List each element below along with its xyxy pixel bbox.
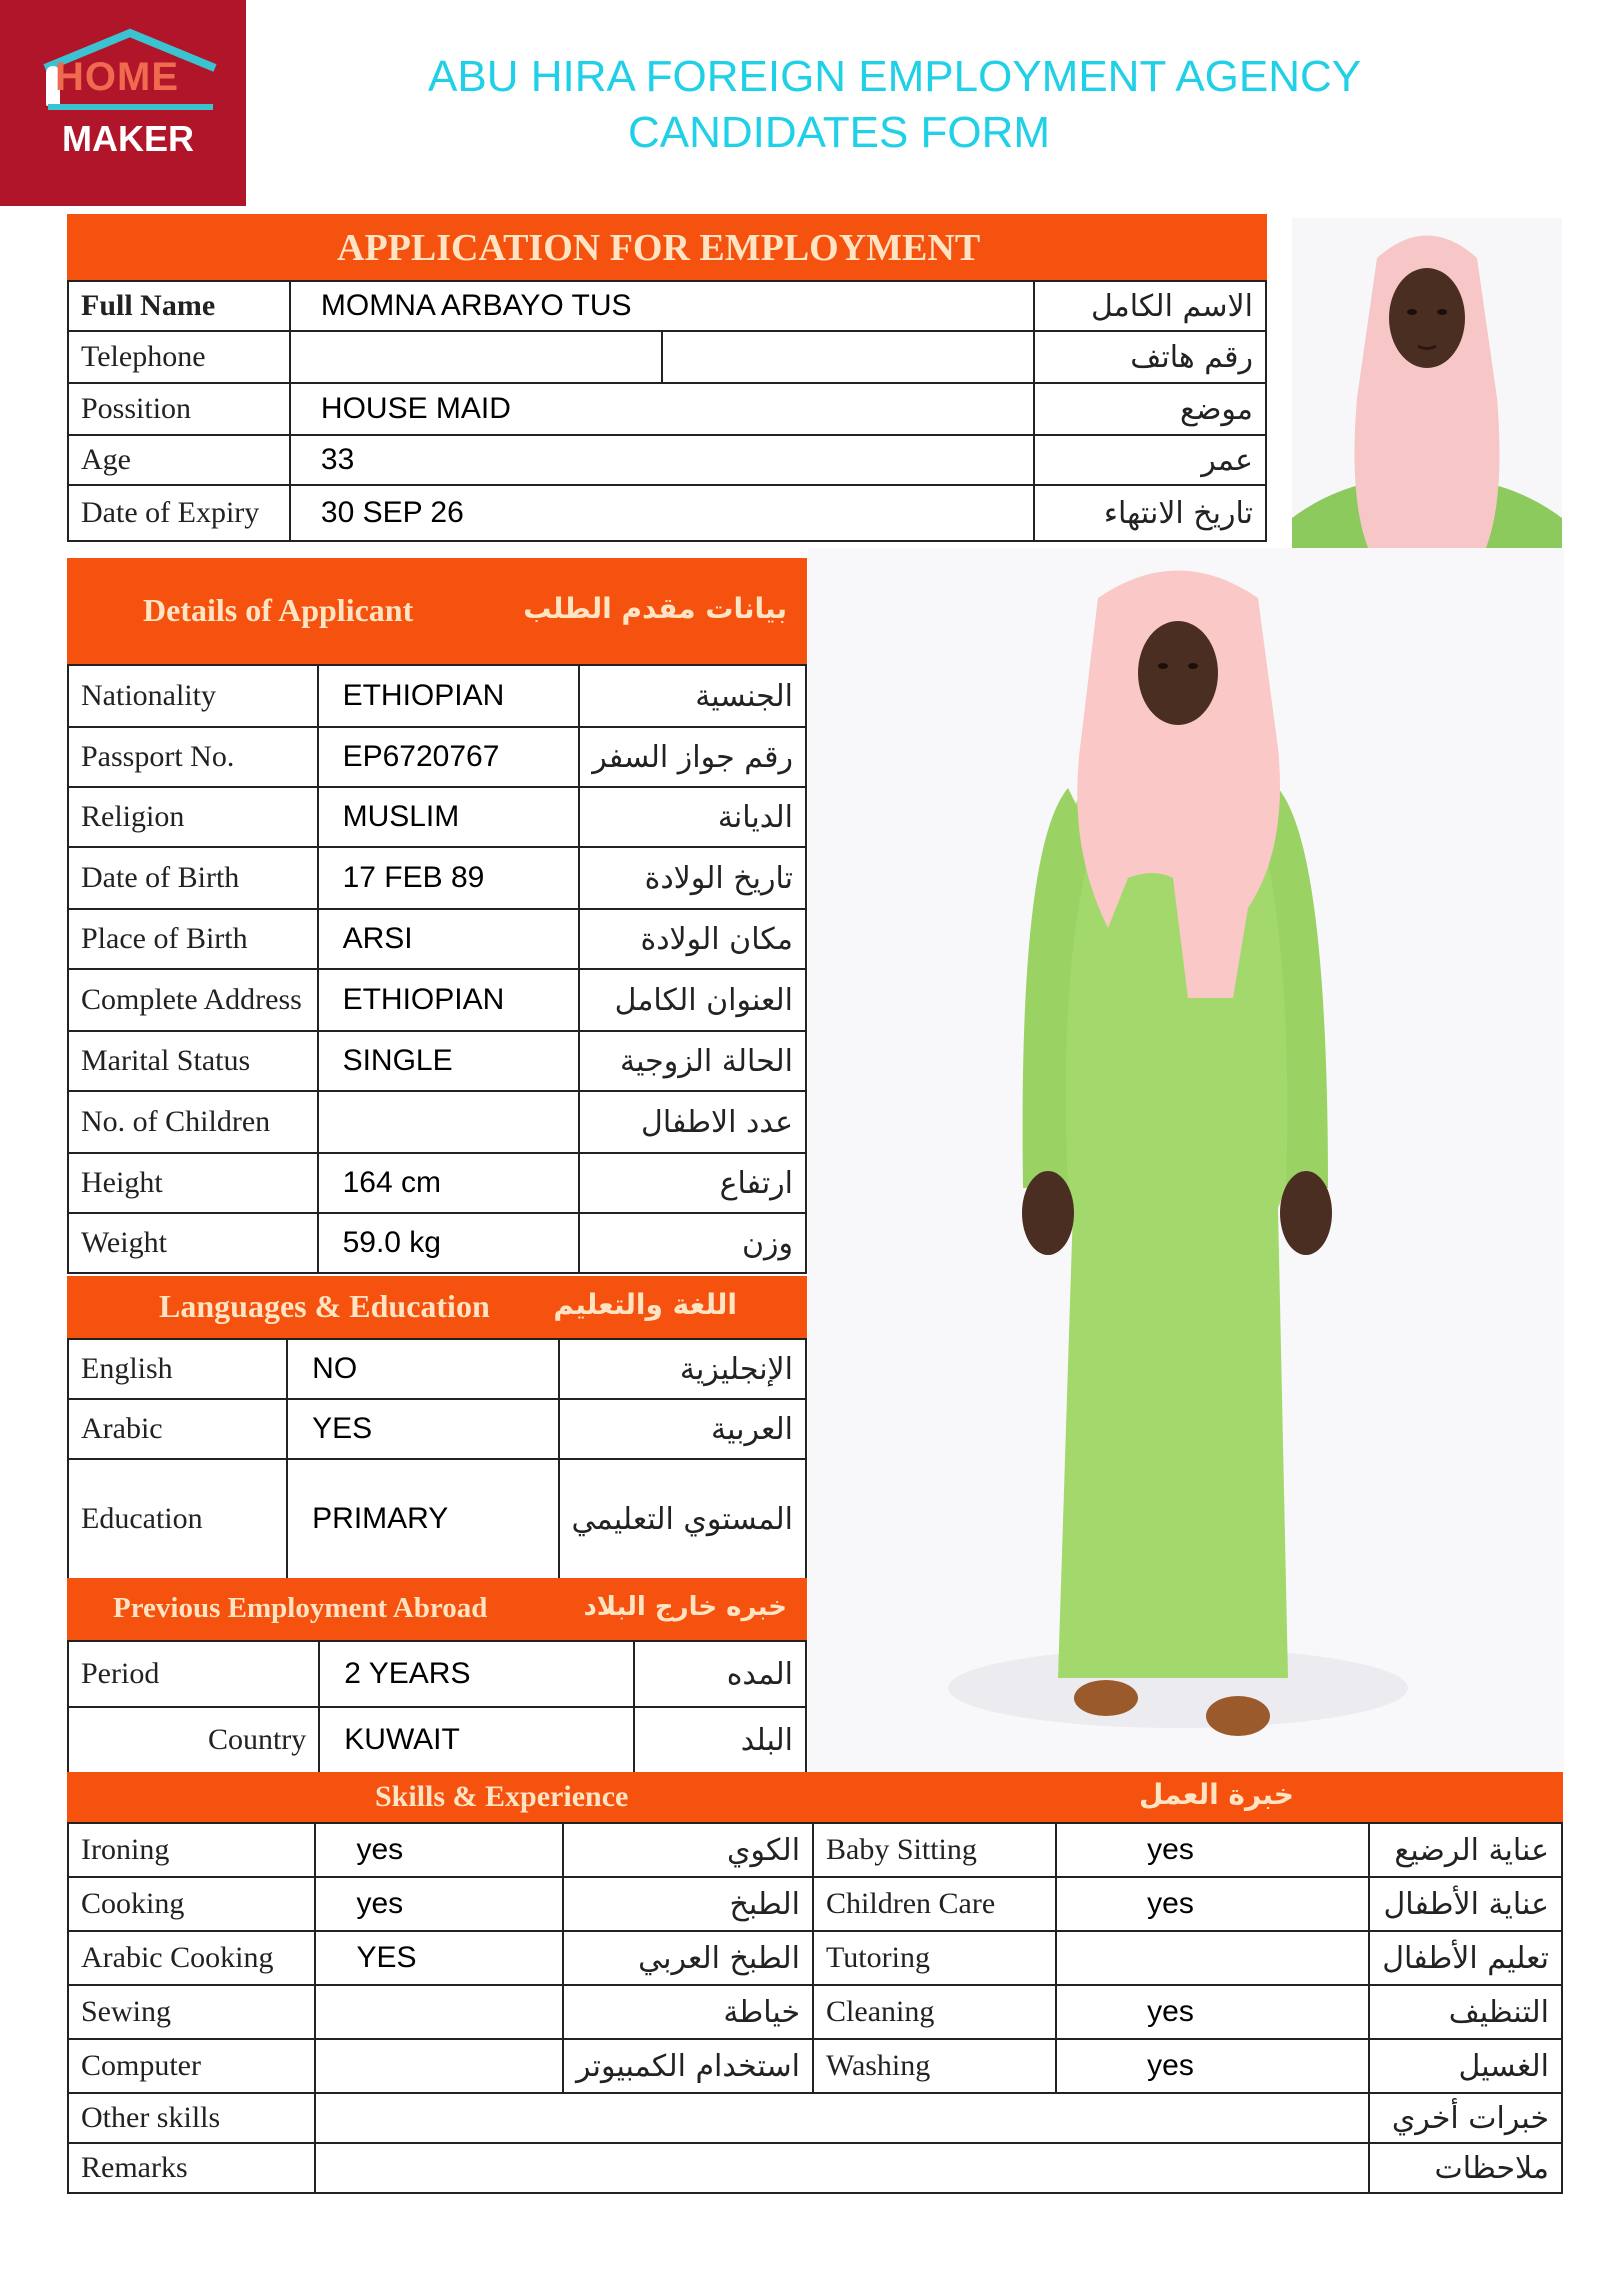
table-row bbox=[68, 1641, 806, 1707]
field-label-ar: العربية bbox=[559, 1399, 807, 1459]
table-row bbox=[68, 2093, 1562, 2143]
agency-title: ABU HIRA FOREIGN EMPLOYMENT AGENCY bbox=[428, 52, 1362, 101]
skill-label: Tutoring bbox=[813, 1931, 1056, 1985]
field-label-ar: العنوان الكامل bbox=[579, 969, 806, 1031]
remarks-value[interactable] bbox=[315, 2143, 1369, 2193]
field-label: Full Name bbox=[68, 281, 290, 331]
form-subtitle: CANDIDATES FORM bbox=[628, 108, 1051, 157]
table-row bbox=[68, 383, 1266, 435]
skill-value[interactable]: YES bbox=[315, 1931, 563, 1985]
skill-label: Washing bbox=[813, 2039, 1056, 2093]
table-row bbox=[68, 1091, 806, 1153]
other-label-ar: خبرات أخري bbox=[1369, 2093, 1562, 2143]
details-title-ar: بيانات مقدم الطلب bbox=[523, 592, 787, 625]
languages-band bbox=[67, 1276, 807, 1338]
skill-label-ar: استخدام الكمبيوتر bbox=[563, 2039, 813, 2093]
field-label-ar: ارتفاع bbox=[579, 1153, 806, 1213]
field-label: Nationality bbox=[68, 665, 318, 727]
skill-value[interactable]: yes bbox=[1056, 1823, 1369, 1877]
skill-label: Computer bbox=[68, 2039, 315, 2093]
field-label: Date of Birth bbox=[68, 847, 318, 909]
field-label: Date of Expiry bbox=[68, 485, 290, 541]
table-row bbox=[68, 281, 1266, 331]
table-row bbox=[68, 1399, 806, 1459]
field-value[interactable]: MUSLIM bbox=[318, 787, 580, 847]
previous-band bbox=[67, 1578, 807, 1640]
skill-label: Children Care bbox=[813, 1877, 1056, 1931]
full-body-photo bbox=[808, 548, 1564, 1772]
table-row bbox=[68, 435, 1266, 485]
table-row bbox=[68, 787, 806, 847]
field-label-ar: الحالة الزوجية bbox=[579, 1031, 806, 1091]
skill-label-ar: عناية الأطفال bbox=[1369, 1877, 1562, 1931]
field-label-ar: موضع bbox=[1034, 383, 1266, 435]
table-row bbox=[68, 1031, 806, 1091]
telephone-value-2[interactable] bbox=[662, 331, 1034, 383]
skills-band bbox=[67, 1772, 1563, 1822]
field-label: Possition bbox=[68, 383, 290, 435]
languages-title: Languages & Education bbox=[159, 1288, 490, 1324]
field-label-ar: الديانة bbox=[579, 787, 806, 847]
table-row bbox=[68, 727, 806, 787]
skills-table bbox=[67, 1822, 1563, 2194]
skill-label-ar: الكوي bbox=[563, 1823, 813, 1877]
field-label: Education bbox=[68, 1459, 287, 1579]
languages-title-ar: اللغة والتعليم bbox=[553, 1288, 737, 1321]
portrait-photo bbox=[1292, 218, 1562, 566]
skill-label-ar: عناية الرضيع bbox=[1369, 1823, 1562, 1877]
field-label: Height bbox=[68, 1153, 318, 1213]
field-label-ar: عمر bbox=[1034, 435, 1266, 485]
skills-title: Skills & Experience bbox=[375, 1780, 629, 1813]
details-table bbox=[67, 664, 807, 1274]
field-value[interactable]: 2 YEARS bbox=[319, 1641, 634, 1707]
field-label-ar: عدد الاطفال bbox=[579, 1091, 806, 1153]
skill-value[interactable] bbox=[315, 1985, 563, 2039]
field-value[interactable]: NO bbox=[287, 1339, 558, 1399]
skill-label-ar: تعليم الأطفال bbox=[1369, 1931, 1562, 1985]
field-label: Religion bbox=[68, 787, 318, 847]
table-row bbox=[68, 331, 1266, 383]
table-row bbox=[68, 1707, 806, 1773]
field-label-ar: وزن bbox=[579, 1213, 806, 1273]
skill-label: Arabic Cooking bbox=[68, 1931, 315, 1985]
skill-label-ar: الطبخ العربي bbox=[563, 1931, 813, 1985]
previous-table bbox=[67, 1640, 807, 1774]
field-value[interactable]: ARSI bbox=[318, 909, 580, 969]
field-value[interactable]: YES bbox=[287, 1399, 558, 1459]
skill-label-ar: التنظيف bbox=[1369, 1985, 1562, 2039]
field-label-ar: الإنجليزية bbox=[559, 1339, 807, 1399]
table-row bbox=[68, 2039, 1562, 2093]
table-row bbox=[68, 909, 806, 969]
field-label-ar: رقم هاتف bbox=[1034, 331, 1266, 383]
skill-value[interactable]: yes bbox=[315, 1877, 563, 1931]
table-row bbox=[68, 847, 806, 909]
skills-title-ar: خبرة العمل bbox=[1139, 1778, 1294, 1811]
field-value[interactable]: HOUSE MAID bbox=[290, 383, 1034, 435]
field-label: Marital Status bbox=[68, 1031, 318, 1091]
skill-label: Sewing bbox=[68, 1985, 315, 2039]
field-label: Arabic bbox=[68, 1399, 287, 1459]
portrait-figure bbox=[1292, 218, 1562, 566]
application-table bbox=[67, 280, 1267, 542]
skill-label: Cooking bbox=[68, 1877, 315, 1931]
table-row bbox=[68, 2143, 1562, 2193]
skill-value[interactable]: yes bbox=[315, 1823, 563, 1877]
previous-title: Previous Employment Abroad bbox=[113, 1592, 488, 1624]
field-label: Complete Address bbox=[68, 969, 318, 1031]
skill-value[interactable]: yes bbox=[1056, 1985, 1369, 2039]
languages-table bbox=[67, 1338, 807, 1580]
skill-value[interactable]: yes bbox=[1056, 1877, 1369, 1931]
skill-label-ar: الطبخ bbox=[563, 1877, 813, 1931]
field-label-ar: تاريخ الانتهاء bbox=[1034, 485, 1266, 541]
field-value[interactable]: PRIMARY bbox=[287, 1459, 558, 1579]
field-label-ar: الجنسية bbox=[579, 665, 806, 727]
table-row bbox=[68, 1213, 806, 1273]
field-label-ar: البلد bbox=[634, 1707, 806, 1773]
field-label: Period bbox=[68, 1641, 319, 1707]
field-label-ar: المستوي التعليمي bbox=[559, 1459, 807, 1579]
field-label-ar: الاسم الكامل bbox=[1034, 281, 1266, 331]
logo-word-home: HOME bbox=[55, 55, 179, 99]
field-value[interactable]: MOMNA ARBAYO TUS bbox=[290, 281, 1034, 331]
field-label: Place of Birth bbox=[68, 909, 318, 969]
skill-label-ar: الغسيل bbox=[1369, 2039, 1562, 2093]
field-value[interactable]: 17 FEB 89 bbox=[318, 847, 580, 909]
application-title: APPLICATION FOR EMPLOYMENT bbox=[337, 227, 981, 269]
remarks-label: Remarks bbox=[68, 2143, 315, 2193]
table-row bbox=[68, 665, 806, 727]
skill-value[interactable]: yes bbox=[1056, 2039, 1369, 2093]
table-row bbox=[68, 1153, 806, 1213]
field-label: Country bbox=[68, 1707, 319, 1773]
field-label-ar: رقم جواز السفر bbox=[579, 727, 806, 787]
skill-value[interactable] bbox=[315, 2039, 563, 2093]
field-value[interactable]: KUWAIT bbox=[319, 1707, 634, 1773]
field-value[interactable]: EP6720767 bbox=[318, 727, 580, 787]
field-label: Age bbox=[68, 435, 290, 485]
table-row bbox=[68, 969, 806, 1031]
field-value[interactable]: ETHIOPIAN bbox=[318, 969, 580, 1031]
field-value[interactable]: ETHIOPIAN bbox=[318, 665, 580, 727]
skill-label: Cleaning bbox=[813, 1985, 1056, 2039]
table-row bbox=[68, 1823, 1562, 1877]
telephone-value-1[interactable] bbox=[290, 331, 662, 383]
remarks-label-ar: ملاحظات bbox=[1369, 2143, 1562, 2193]
skill-label: Baby Sitting bbox=[813, 1823, 1056, 1877]
other-label: Other skills bbox=[68, 2093, 315, 2143]
other-value[interactable] bbox=[315, 2093, 1369, 2143]
field-label-ar: المده bbox=[634, 1641, 806, 1707]
logo-underline bbox=[48, 104, 213, 110]
details-title: Details of Applicant bbox=[143, 592, 414, 628]
skill-label-ar: خياطة bbox=[563, 1985, 813, 2039]
company-logo bbox=[0, 0, 246, 206]
field-label-ar: مكان الولادة bbox=[579, 909, 806, 969]
table-row bbox=[68, 1877, 1562, 1931]
table-row bbox=[68, 1985, 1562, 2039]
field-value[interactable]: 30 SEP 26 bbox=[290, 485, 1034, 541]
field-value[interactable]: 33 bbox=[290, 435, 1034, 485]
table-row bbox=[68, 1339, 806, 1399]
logo-word-maker: MAKER bbox=[62, 118, 194, 159]
skill-value[interactable] bbox=[1056, 1931, 1369, 1985]
table-row bbox=[68, 1931, 1562, 1985]
field-value[interactable]: 59.0 kg bbox=[318, 1213, 580, 1273]
application-band bbox=[67, 214, 1267, 280]
details-band bbox=[67, 558, 807, 664]
field-value[interactable]: SINGLE bbox=[318, 1031, 580, 1091]
field-label-ar: تاريخ الولادة bbox=[579, 847, 806, 909]
full-body-figure bbox=[808, 548, 1564, 1772]
field-label: English bbox=[68, 1339, 287, 1399]
skill-label: Ironing bbox=[68, 1823, 315, 1877]
field-value[interactable]: 164 cm bbox=[318, 1153, 580, 1213]
table-row bbox=[68, 485, 1266, 541]
field-label: Passport No. bbox=[68, 727, 318, 787]
field-value[interactable] bbox=[318, 1091, 580, 1153]
field-label: Weight bbox=[68, 1213, 318, 1273]
field-label: Telephone bbox=[68, 331, 290, 383]
field-label: No. of Children bbox=[68, 1091, 318, 1153]
previous-title-ar: خبره خارج البلاد bbox=[583, 1592, 787, 1622]
table-row bbox=[68, 1459, 806, 1579]
